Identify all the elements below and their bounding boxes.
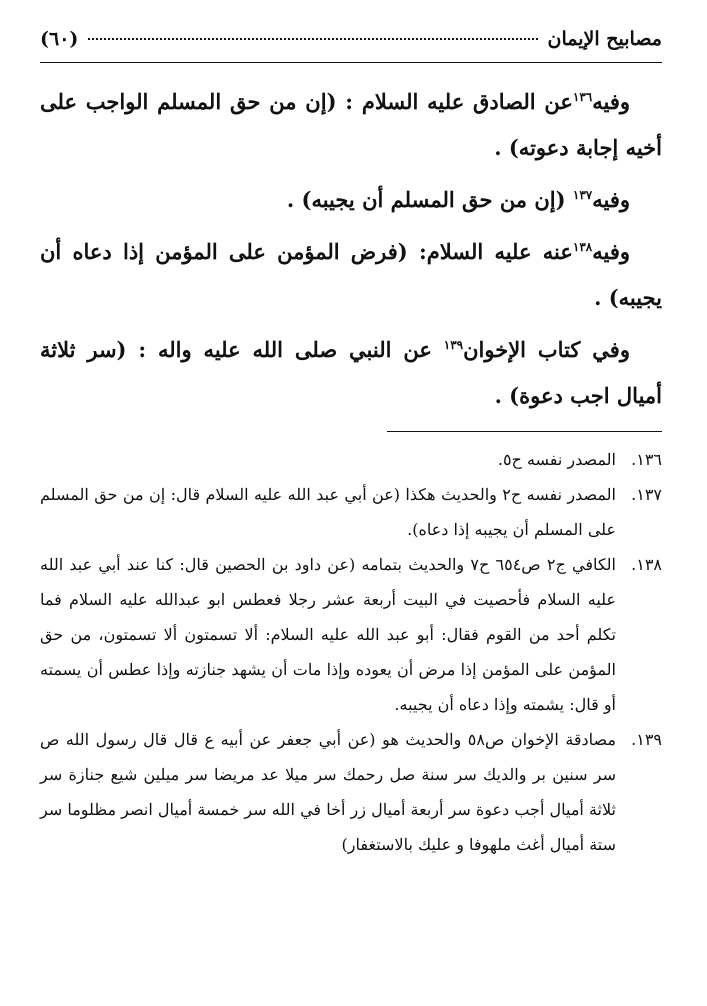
footnotes	[40, 442, 662, 862]
footnote	[40, 442, 662, 477]
footnote-text: المصدر نفسه ح٢ والحديث هكذا (عن أبي عبد الله عليه السلام قال: إن من حق المسلم على المسلم أن يجيبه إذا دعاه).	[40, 485, 616, 539]
footnote-ref[interactable]: ١٣٩	[443, 338, 464, 352]
page-header	[40, 28, 662, 60]
footnote-separator	[387, 431, 662, 432]
footnote-ref[interactable]: ١٣٧	[572, 188, 593, 202]
page-number: (٦٠)	[40, 28, 79, 50]
header-dotted-leader	[88, 38, 537, 40]
footnote-ref[interactable]: ١٣٨	[572, 240, 593, 254]
paragraph: وفيه$^{١٣٧}$ (إن من حق المسلم أن يجيبه) .	[286, 187, 630, 212]
footnote	[40, 547, 662, 722]
book-page	[40, 28, 662, 978]
footnote-number: ١٣٩.	[631, 730, 662, 749]
footnote-text: الكافي ج٢ ص٦٥٤ ح٧ والحديث بتمامه (عن داود بن الحصين قال: كنا عند أبي عبد الله عليه السلام فأحصيت في البيت أربعة عشر رجلا فعطس ابو عبدالله عليه السلام فما تكلم أحد من القوم فقال: أبو عبد الله عليه السلام: ألا تسمتون ألا تسمتون، من حق المؤمن على المؤمن إذا مرض أن يعوده وإذا مات أن يشهد جنازته وإذا عطس أن يسمته أو قال: يشمته وإذا دعاه أن يجيبه.	[40, 555, 617, 714]
footnote-number: ١٣٨.	[631, 555, 662, 574]
footnote-number: ١٣٦.	[631, 450, 662, 469]
main-text	[40, 79, 662, 419]
paragraph: وفيه$^{١٣٦}$عن الصادق عليه السلام : (إن من حق المسلم الواجب على أخيه إجابة دعوته) .	[40, 89, 662, 160]
footnote	[40, 477, 662, 547]
footnote	[40, 722, 662, 862]
footnote-text: مصادقة الإخوان ص٥٨ والحديث هو (عن أبي جعفر عن أبيه ع قال قال رسول الله ص سر سنين بر والديك سر سنة صل رحمك سر ميلا عد مريضا سر ميلين شيع جنازة سر ثلاثة أميال أجب دعوة سر أربعة أميال زر أخا في الله سر خمسة أميال انصر مظلوما سر ستة أميال أغث ملهوفا و عليك بالاستغفار)	[40, 730, 616, 854]
footnote-number: ١٣٧.	[631, 485, 662, 504]
header-rule	[40, 62, 662, 63]
footnote-ref[interactable]: ١٣٦	[572, 90, 593, 104]
book-title: مصابيح الإيمان	[547, 28, 662, 50]
footnote-text: المصدر نفسه ح٥.	[497, 450, 616, 469]
paragraph: وفيه$^{١٣٨}$عنه عليه السلام: (فرض المؤمن على المؤمن إذا دعاه أن يجيبه) .	[40, 239, 662, 310]
paragraph: وفي كتاب الإخوان$^{١٣٩}$ عن النبي صلى الله عليه واله : (سر ثلاثة أميال اجب دعوة) .	[40, 337, 662, 408]
